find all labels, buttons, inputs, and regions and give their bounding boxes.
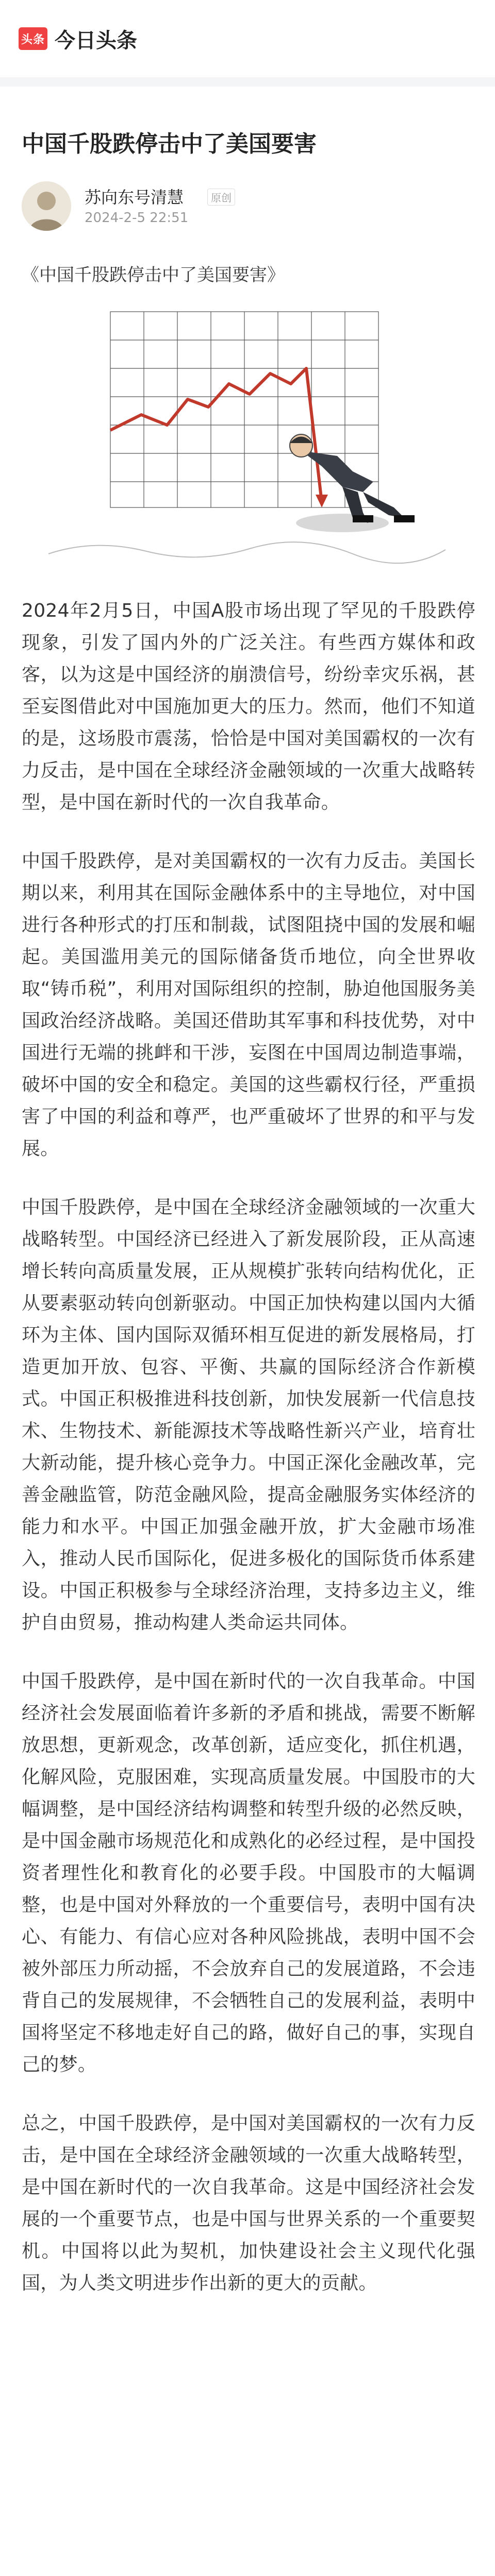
app-name: 今日头条 [55, 28, 137, 53]
publish-date: 2024-2-5 22:51 [85, 210, 189, 226]
header-divider [0, 77, 495, 87]
article-paragraph: 中国千股跌停，是中国在新时代的一次自我革命。中国经济社会发展面临着许多新的矛盾和挑战，需要不断解放思想，更新观念，改革创新，适应变化，抓住机遇，化解风险，克服困难，实现高质量发展。中国股市的大幅调整，是中国经济结构调整和转型升级的必然反映，是中国金融市场规范化和成熟化的必经过程，是中国投资者理性化和教育化的必要手段。中国股市的大幅调整，也是中国对外释放的一个重要信号，表明中国有决心、有能力、有信心应对各种风险挑战，表明中国不会被外部压力所动摇，不会放弃自己的发展道路，不会违背自己的发展规律，不会牺牲自己的发展利益，表明中国将坚定不移地走好自己的路，做好自己的事，实现自己的梦。 [22, 1671, 475, 2075]
author-name[interactable]: 苏向东号清慧 [85, 188, 184, 207]
author-info [22, 181, 475, 238]
original-badge: 原创 [207, 189, 235, 206]
article-paragraph: 总之，中国千股跌停，是中国对美国霸权的一次有力反击，是中国在全球经济金融领域的一次重大战略转型，是中国在新时代的一次自我革命。这是中国经济社会发展的一个重要节点，也是中国与世界关系的一个重要契机。中国将以此为契机，加快建设社会主义现代化强国，为人类文明进步作出新的更大的贡献。 [22, 2113, 475, 2294]
article-quote-title: 《中国千股跌停击中了美国要害》 [22, 265, 285, 285]
article-body [22, 595, 475, 2326]
author-avatar[interactable] [22, 181, 71, 231]
article-title: 中国千股跌停击中了美国要害 [22, 131, 317, 157]
crash-cartoon-image [33, 296, 461, 585]
app-header [0, 0, 495, 77]
article-paragraph: 中国千股跌停，是中国在全球经济金融领域的一次重大战略转型。中国经济已经进入了新发展阶段，正从高速增长转向高质量发展，正从规模扩张转向结构优化，正从要素驱动转向创新驱动。中国正加快构建以国内大循环为主体、国内国际双循环相互促进的新发展格局，打造更加开放、包容、平衡、共赢的国际经济合作新模式。中国正积极推进科技创新，加快发展新一代信息技术、生物技术、新能源技术等战略性新兴产业，培育壮大新动能，提升核心竞争力。中国正深化金融改革，完善金融监管，防范金融风险，提高金融服务实体经济的能力和水平。中国正加强金融开放，扩大金融市场准入，推动人民币国际化，促进多极化的国际货币体系建设。中国正积极参与全球经济治理，支持多边主义，维护自由贸易，推动构建人类命运共同体。 [22, 1197, 475, 1633]
stock-crash-illustration [33, 296, 461, 585]
article-paragraph: 中国千股跌停，是对美国霸权的一次有力反击。美国长期以来，利用其在国际金融体系中的主导地位，对中国进行各种形式的打压和制裁，试图阻挠中国的发展和崛起。美国滥用美元的国际储备货币地位，向全世界收取“铸币税”，利用对国际组织的控制，胁迫他国服务美国政治经济战略。美国还借助其军事和科技优势，对中国进行无端的挑衅和干涉，妄图在中国周边制造事端，破坏中国的安全和稳定。美国的这些霸权行径，严重损害了中国的利益和尊严，也严重破坏了世界的和平与发展。 [22, 851, 475, 1159]
article-paragraph: 2024年2月5日，中国A股市场出现了罕见的千股跌停现象，引发了国内外的广泛关注。有些西方媒体和政客，以为这是中国经济的崩溃信号，纷纷幸灾乐祸，甚至妄图借此对中国施加更大的压力。然而，他们不知道的是，这场股市震荡，恰恰是中国对美国霸权的一次有力反击，是中国在全球经济金融领域的一次重大战略转型，是中国在新时代的一次自我革命。 [22, 600, 475, 813]
toutiao-logo-icon: 头条 [19, 27, 47, 50]
avatar-icon [22, 181, 71, 231]
